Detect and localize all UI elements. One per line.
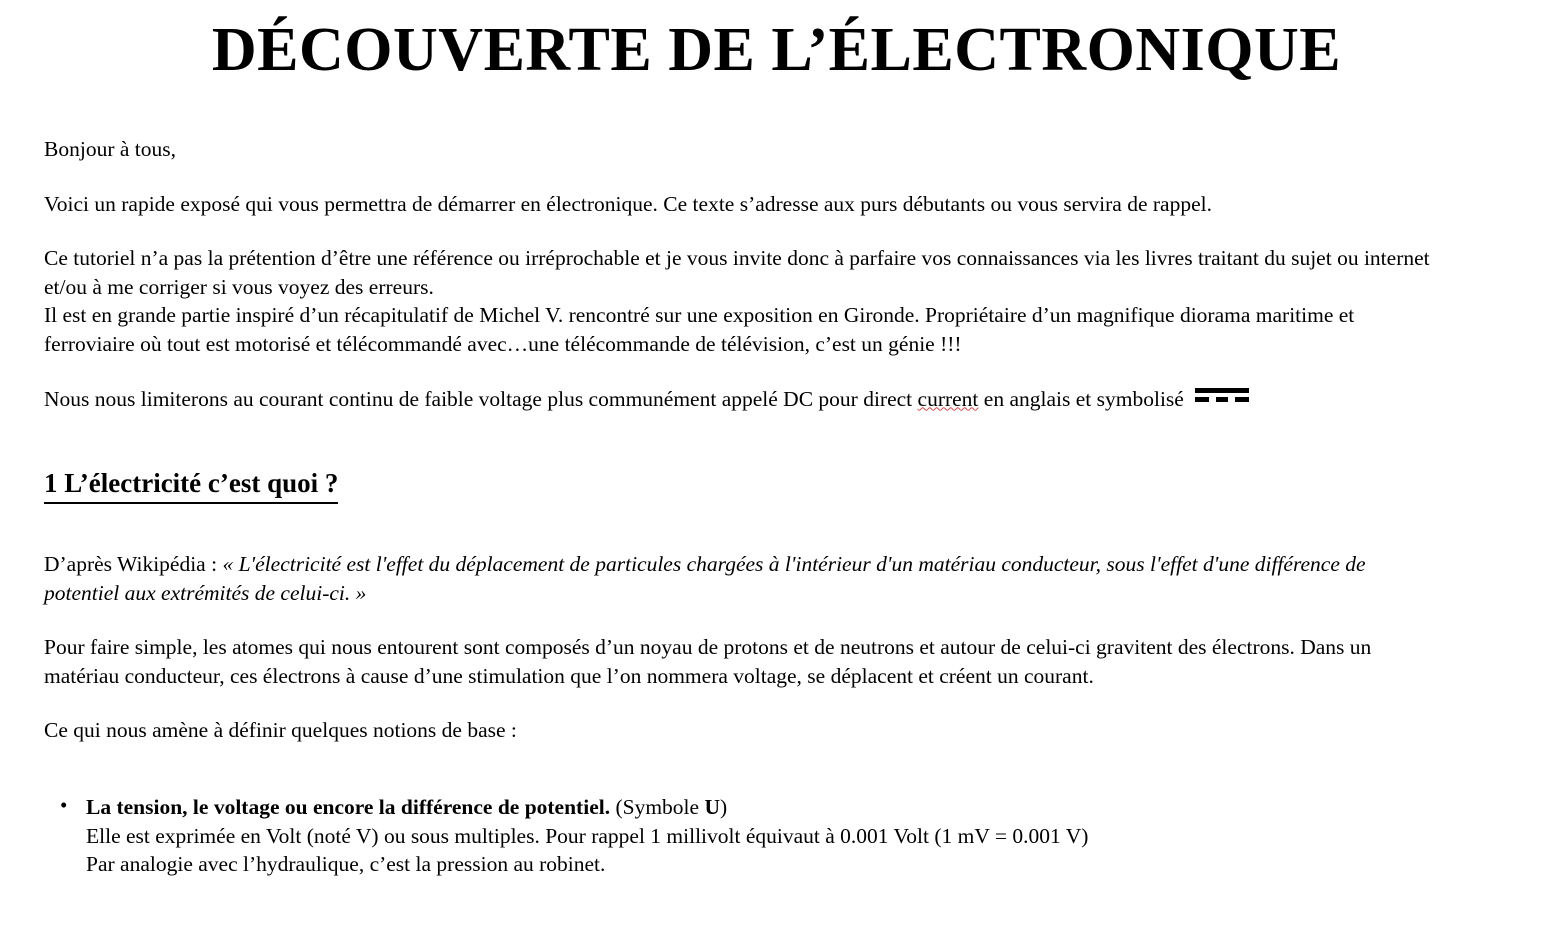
bullet-title: La tension, le voltage ou encore la différence de potentiel.	[86, 794, 611, 819]
spacer	[44, 607, 1493, 633]
intro-paragraph-3	[44, 301, 1493, 358]
bullet-symbol-suffix: )	[719, 794, 728, 819]
intro-paragraph-4	[44, 385, 1493, 414]
bullet-symbol-prefix: (Symbole	[610, 794, 705, 819]
intro-paragraph-1: Voici un rapide exposé qui vous permettra de démarrer en électronique. Ce texte s’adresse aux purs débutants ou vous servira de rappel.	[44, 191, 1212, 216]
notions-list	[44, 793, 1493, 879]
page-title: DÉCOUVERTE DE L’ÉLECTRONIQUE	[211, 16, 1342, 84]
spacer	[44, 690, 1493, 716]
explanation-paragraph	[44, 633, 1493, 690]
lead-in-paragraph: Ce qui nous amène à définir quelques notions de base :	[44, 718, 517, 743]
document-page	[0, 18, 1553, 931]
spacer	[44, 745, 1493, 793]
spellcheck-word: current	[917, 386, 979, 411]
intro-paragraph-3-line-2: ferroviaire où tout est motorisé et télécommandé avec…une télécommande de télévision, c’est un génie !!!	[44, 332, 962, 357]
intro-paragraph-2	[44, 244, 1493, 301]
intro-paragraph-2-line-2: et/ou à me corriger si vous voyez des erreurs.	[44, 274, 434, 299]
section-1	[44, 467, 1493, 504]
greeting-paragraph: Bonjour à tous,	[44, 137, 176, 162]
list-item	[86, 793, 1493, 879]
dc-current-symbol-icon	[1195, 388, 1249, 408]
wikipedia-quote-line-2: potentiel aux extrémités de celui-ci. »	[44, 580, 367, 605]
title-spacer	[0, 83, 1553, 135]
wikipedia-intro: D’après Wikipédia :	[44, 552, 223, 576]
spacer	[44, 359, 1493, 385]
explanation-line-2: matériau conducteur, ces électrons à cause d’une stimulation que l’on nommera voltage, se déplacent et créent un courant.	[44, 663, 1094, 688]
wikipedia-quote-paragraph	[44, 550, 1493, 607]
spacer	[44, 164, 1493, 190]
bullet-line-2: Elle est exprimée en Volt (noté V) ou sous multiples. Pour rappel 1 millivolt équivaut à 0.001 Volt (1 mV = 0.001 V)	[86, 823, 1089, 848]
bullet-symbol: U	[704, 794, 720, 819]
document-body	[44, 135, 1493, 879]
explanation-line-1: Pour faire simple, les atomes qui nous entourent sont composés d’un noyau de protons et de neutrons et autour de celui-ci gravitent des électrons. Dans un	[44, 635, 1372, 660]
bullet-line-3: Par analogie avec l’hydraulique, c’est la pression au robinet.	[86, 852, 606, 877]
intro-paragraph-4-after: en anglais et symbolisé	[978, 386, 1190, 411]
intro-paragraph-2-line-1: Ce tutoriel n’a pas la prétention d’être une référence ou irréprochable et je vous invite donc à parfaire vos connaissances via les livres traitant du sujet ou internet	[44, 246, 1430, 271]
intro-paragraph-3-line-1: Il est en grande partie inspiré d’un récapitulatif de Michel V. rencontré sur une exposition en Gironde. Propriétaire d’un magnifique diorama maritime et	[44, 303, 1355, 328]
section-1-heading: 1 L’électricité c’est quoi ?	[44, 467, 338, 504]
wikipedia-quote-line-1: « L'électricité est l'effet du déplacement de particules chargées à l'intérieur d'un matériau conducteur, sous l'effet d'une différence de	[222, 552, 1366, 576]
spacer	[44, 504, 1493, 550]
intro-paragraph-4-before: Nous nous limiterons au courant continu de faible voltage plus communément appelé DC pour direct	[44, 386, 918, 411]
spacer	[44, 218, 1493, 244]
